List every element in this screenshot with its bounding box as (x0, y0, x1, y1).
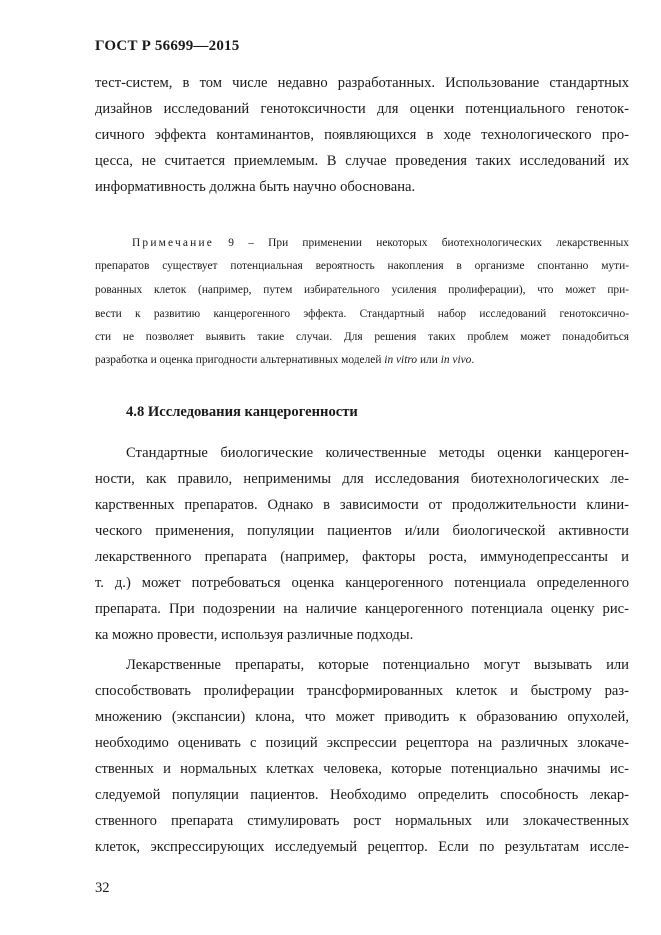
paragraph-line: лекарственного препарата (например, факторы роста, иммунодепрессанты и (95, 549, 629, 565)
section-heading: 4.8 Исследования канцерогенности (126, 404, 358, 420)
paragraph-line: ственного препарата стимулировать рост нормальных или злокачественных (95, 813, 629, 829)
note-line: сти не позволяет выявить такие случаи. Для решения таких проблем может понадобиться (95, 331, 629, 343)
note-last-line (95, 353, 629, 368)
paragraph-line: карственных препаратов. Однако в зависимости от продолжительности клини- (95, 497, 629, 513)
paragraph-line: т. д.) может потребоваться оценка канцерогенного потенциала определенного (95, 575, 629, 591)
note-text: . (471, 354, 475, 366)
in-vitro-term: in vitro (384, 354, 418, 366)
paragraph-line: цесса, не считается приемлемым. В случае проведения таких исследований их (95, 153, 629, 169)
in-vivo-term: in vivo (440, 354, 472, 366)
note-line: препаратов существует потенциальная вероятность накопления в организме спонтанно мути- (95, 260, 629, 272)
note-line: рованных клеток (например, путем избирательного усиления пролиферации), что может при- (95, 284, 629, 296)
note-number: 9 (228, 237, 234, 249)
paragraph-line: необходимо оценивать с позиций экспрессии рецептора на различных злокаче- (95, 735, 629, 751)
paragraph-line: информативность должна быть научно обоснована. (95, 179, 416, 195)
note-first-line (132, 236, 629, 251)
paragraph-line: Стандартные биологические количественные методы оценки канцероген- (126, 445, 629, 461)
note-label: Примечание (132, 237, 215, 249)
paragraph-line: ности, как правило, неприменимы для исследования биотехнологических ле- (95, 471, 629, 487)
paragraph-line: клеток, экспрессирующих исследуемый рецептор. Если по результатам иссле- (95, 839, 629, 855)
paragraph-line: ческого применения, популяции пациентов и/или биологической активности (95, 523, 629, 539)
note-text: разработка и оценка пригодности альтернативных моделей (95, 354, 382, 366)
paragraph-line: ственных и нормальных клетках человека, которые потенциально значимы ис- (95, 761, 629, 777)
paragraph-line: множению (экспансии) клона, что может приводить к образованию опухолей, (95, 709, 629, 725)
document-header: ГОСТ Р 56699—2015 (95, 38, 240, 54)
paragraph-line: Лекарственные препараты, которые потенциально могут вызывать или (126, 657, 629, 673)
note-line: вести к развитию канцерогенного эффекта. Стандартный набор исследований генотоксично- (95, 308, 629, 320)
paragraph-line: способствовать пролиферации трансформированных клеток и быстрому раз- (95, 683, 629, 699)
paragraph-line: дизайнов исследований генотоксичности для оценки потенциального геноток- (95, 101, 629, 117)
paragraph-line: тест-систем, в том числе недавно разработанных. Использование стандартных (95, 75, 629, 91)
note-text: – При применении некоторых биотехнологических лекарственных (248, 237, 629, 249)
paragraph-line: препарата. При подозрении на наличие канцерогенного потенциала оценку рис- (95, 601, 629, 617)
paragraph-line: следуемой популяции пациентов. Необходимо определить способность лекар- (95, 787, 629, 803)
paragraph-line: ка можно провести, используя различные подходы. (95, 627, 414, 643)
paragraph-line: сичного эффекта контаминантов, появляющихся в ходе технологического про- (95, 127, 629, 143)
page-number: 32 (95, 880, 110, 896)
note-text: или (419, 354, 438, 366)
